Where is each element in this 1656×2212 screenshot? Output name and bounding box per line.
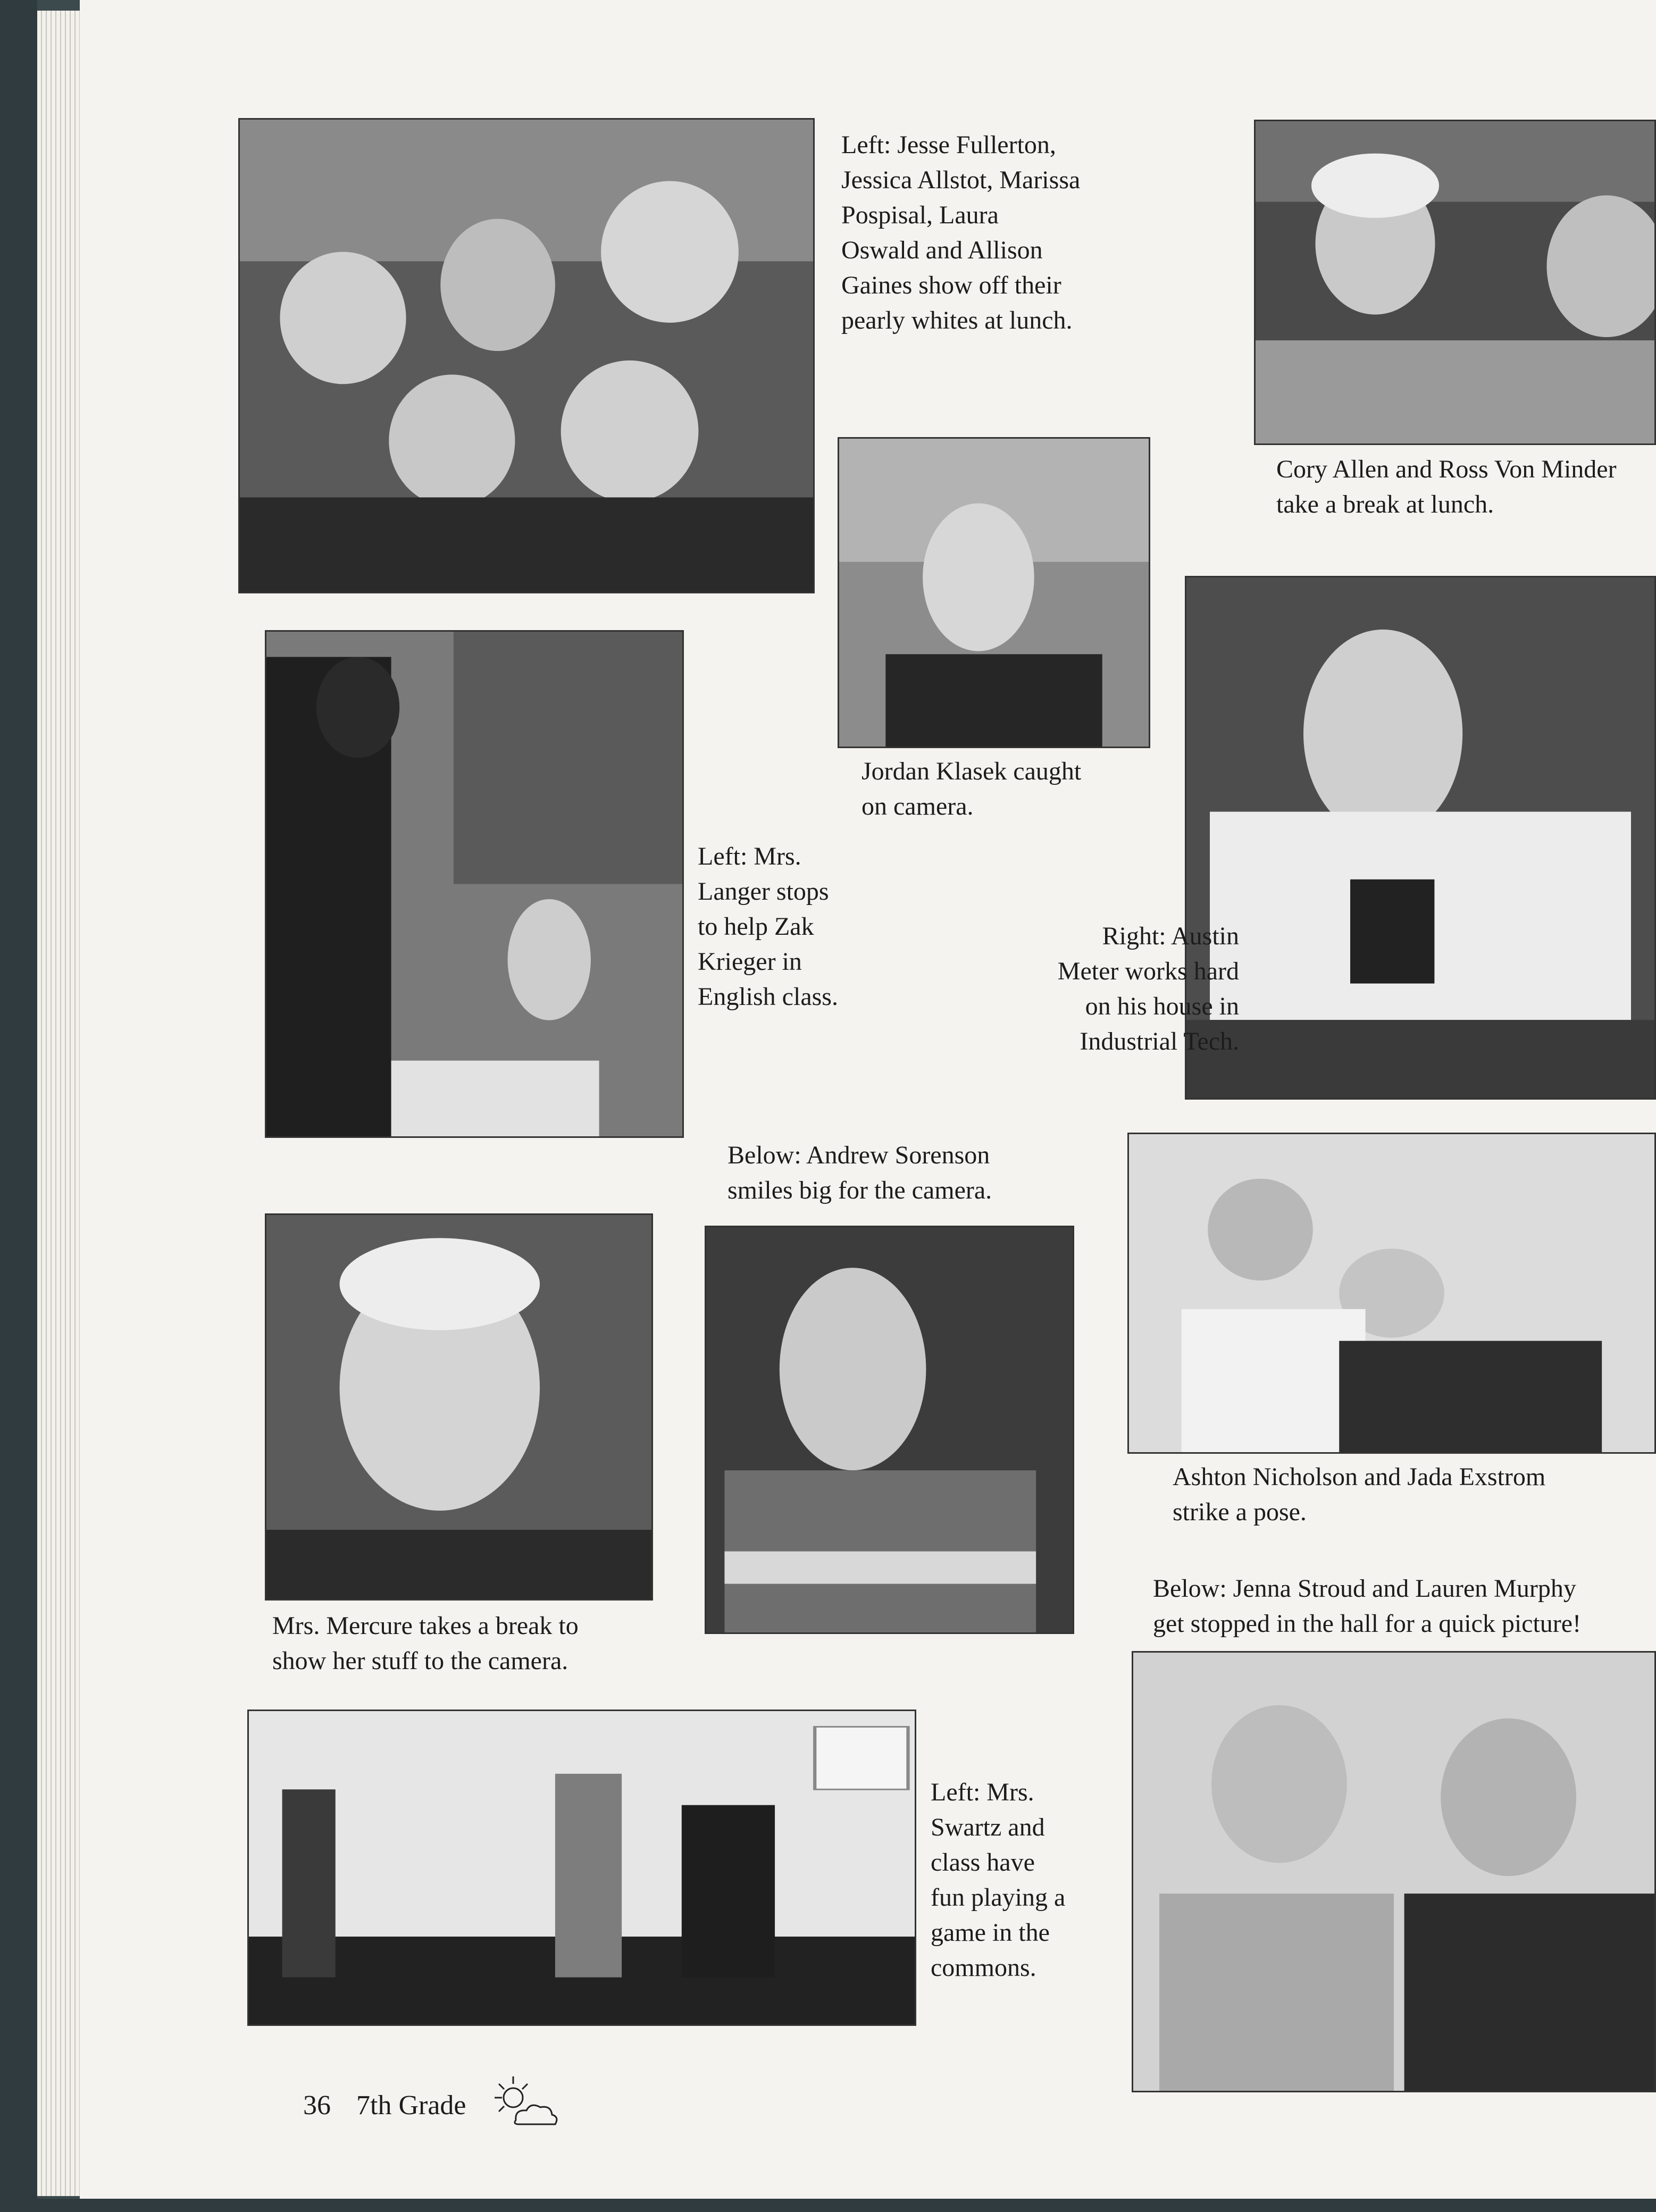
photo-jenna-lauren — [1132, 1651, 1656, 2092]
photo-swartz — [247, 1710, 916, 2026]
binder-cover — [0, 0, 37, 2212]
caption-austin: Right: Austin Meter works hard on his house in Industrial Tech. — [1057, 922, 1239, 1055]
yearbook-page — [80, 0, 1656, 2199]
photo-austin — [1185, 576, 1656, 1100]
photo-ashton-jada — [1127, 1133, 1656, 1454]
caption-jenna-lauren: Below: Jenna Stroud and Lauren Murphy get stopped in the hall for a quick picture! — [1153, 1574, 1582, 1638]
page-footer — [303, 2090, 466, 2121]
binder-cover-bottom — [0, 2199, 1656, 2212]
section-label: 7th Grade — [356, 2090, 466, 2121]
photo-jordan — [838, 437, 1150, 748]
caption-jordan: Jordan Klasek caught on camera. — [862, 757, 1082, 820]
photo-andrew — [705, 1226, 1074, 1634]
caption-ashton-jada: Ashton Nicholson and Jada Exstrom strike a pose. — [1173, 1463, 1546, 1526]
photo-lunch-group — [238, 118, 815, 593]
caption-cory-ross: Cory Allen and Ross Von Minder take a break at lunch. — [1276, 455, 1617, 518]
caption-mercure: Mrs. Mercure takes a break to show her stuff to the camera. — [272, 1612, 579, 1675]
page-number: 36 — [303, 2090, 331, 2121]
photo-langer — [265, 630, 684, 1138]
caption-andrew: Below: Andrew Sorenson smiles big for the camera. — [727, 1141, 992, 1204]
photo-mercure — [265, 1213, 653, 1601]
caption-lunch-group: Left: Jesse Fullerton, Jessica Allstot, Marissa Pospisal, Laura Oswald and Allison Gaines show off their pearly whites at lunch. — [841, 131, 1081, 334]
sun-cloud-icon — [484, 2071, 564, 2135]
photo-cory-ross — [1254, 120, 1656, 445]
caption-swartz: Left: Mrs. Swartz and class have fun playing a game in the commons. — [931, 1778, 1066, 1982]
caption-langer: Left: Mrs. Langer stops to help Zak Krieger in English class. — [698, 842, 838, 1011]
